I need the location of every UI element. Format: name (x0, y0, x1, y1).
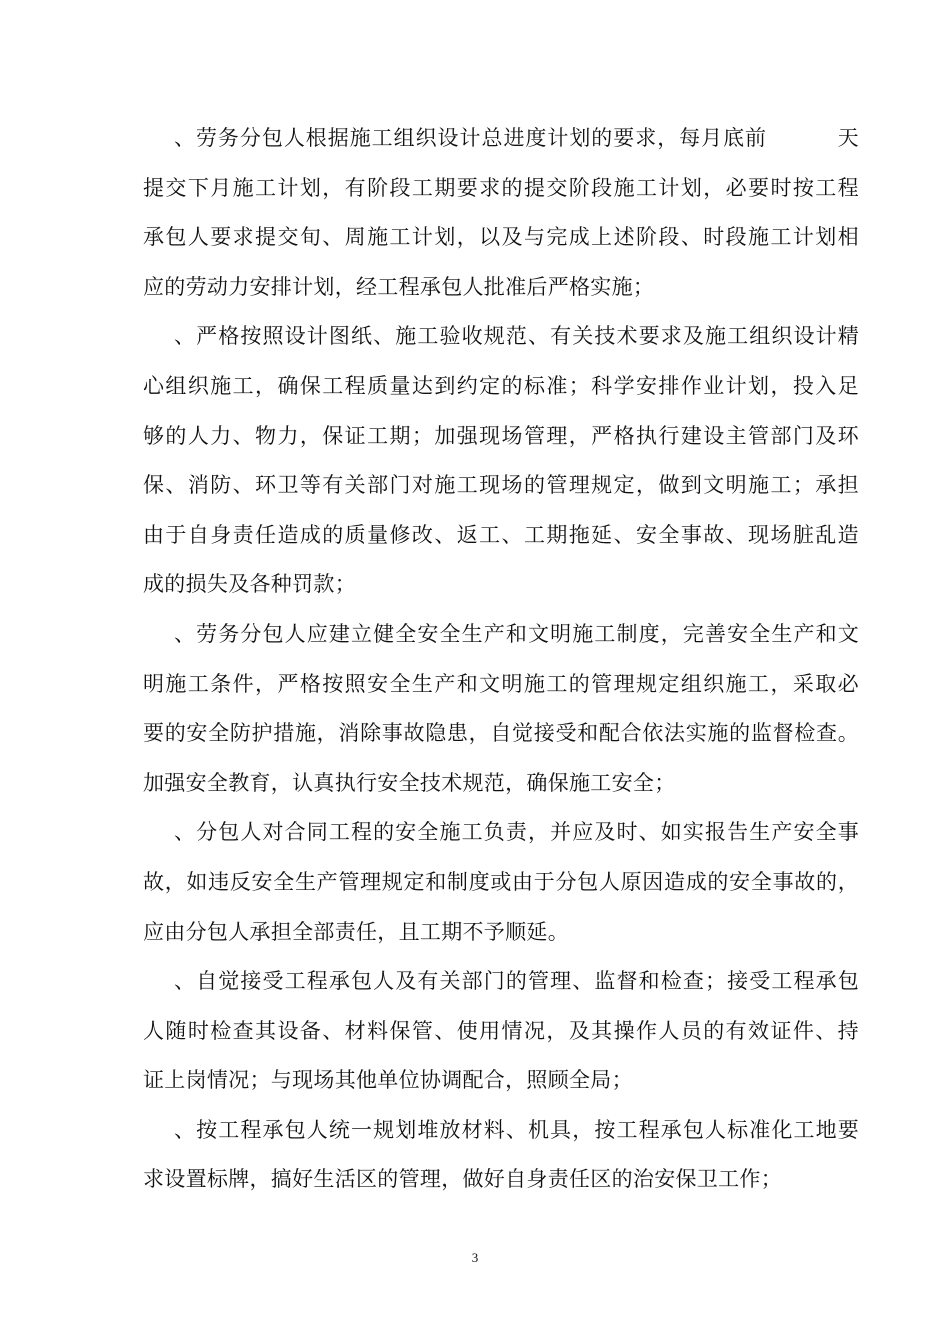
text-line: 心组织施工，确保工程质量达到约定的标准；科学安排作业计划，投入足 (143, 373, 859, 398)
text-line: 、严格按照设计图纸、施工验收规范、有关技术要求及施工组织设计精 (174, 324, 859, 349)
text-line: 承包人要求提交旬、周施工计划，以及与完成上述阶段、时段施工计划相 (143, 225, 859, 250)
paragraph (143, 312, 859, 610)
page-number: 3 (471, 1250, 479, 1265)
text-line: 够的人力、物力，保证工期；加强现场管理，严格执行建设主管部门及环 (143, 423, 859, 448)
text-line: 保、消防、环卫等有关部门对施工现场的管理规定，做到文明施工；承担 (143, 473, 859, 498)
text-line: 故，如违反安全生产管理规定和制度或由于分包人原因造成的安全事故的， (143, 869, 859, 894)
paragraph (143, 957, 859, 1106)
text-line: 由于自身责任造成的质量修改、返工、工期拖延、安全事故、现场脏乱造 (143, 522, 859, 547)
text-line: 、劳务分包人应建立健全安全生产和文明施工制度，完善安全生产和文 (174, 621, 859, 646)
paragraph (143, 610, 859, 808)
text-line: 、分包人对合同工程的安全施工负责，并应及时、如实报告生产安全事 (174, 820, 859, 845)
text-line: 明施工条件，严格按照安全生产和文明施工的管理规定组织施工，采取必 (143, 671, 859, 696)
text-line: 、按工程承包人统一规划堆放材料、机具，按工程承包人标准化工地要 (174, 1117, 859, 1142)
text-line: 应由分包人承担全部责任，且工期不予顺延。 (143, 919, 569, 944)
text-line: 提交下月施工计划，有阶段工期要求的提交阶段施工计划，必要时按工程 (143, 175, 859, 200)
paragraph (143, 114, 859, 312)
text-line: 应的劳动力安排计划，经工程承包人批准后严格实施； (143, 274, 655, 299)
text-line: 成的损失及各种罚款； (143, 572, 356, 597)
text-line: 、劳务分包人根据施工组织设计总进度计划的要求，每月底前 天 (174, 126, 859, 150)
document-body (143, 114, 859, 1205)
text-line: 加强安全教育，认真执行安全技术规范，确保施工安全； (143, 770, 676, 795)
paragraph (143, 808, 859, 957)
text-line: 求设置标牌，搞好生活区的管理，做好自身责任区的治安保卫工作； (143, 1167, 782, 1192)
text-line: 、自觉接受工程承包人及有关部门的管理、监督和检查；接受工程承包 (174, 969, 859, 994)
text-line: 人随时检查其设备、材料保管、使用情况，及其操作人员的有效证件、持 (143, 1018, 859, 1043)
text-line: 要的安全防护措施，消除事故隐患，自觉接受和配合依法实施的监督检查。 (143, 721, 859, 746)
text-line: 证上岗情况；与现场其他单位协调配合，照顾全局； (143, 1068, 633, 1093)
paragraph (143, 1106, 859, 1205)
